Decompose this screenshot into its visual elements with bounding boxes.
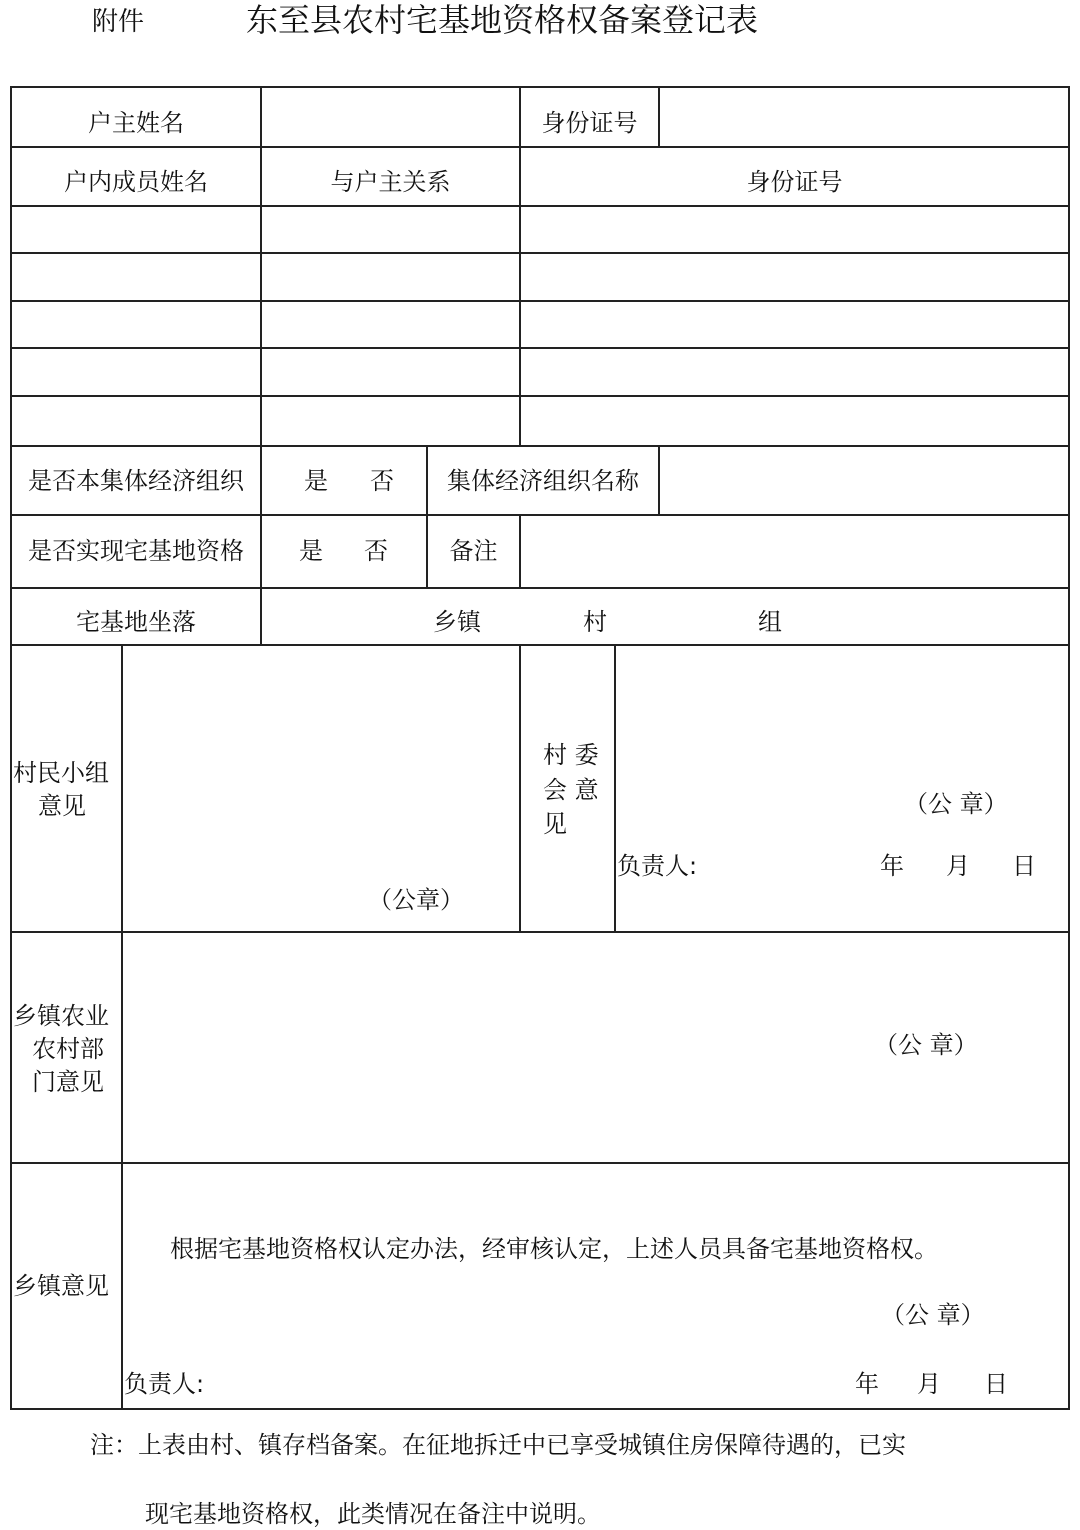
village-seal: （公 章） — [904, 790, 1008, 818]
group-opinion-label-2: 意见 — [38, 792, 86, 820]
remarks-label: 备注 — [449, 537, 498, 565]
village-committee-label-2: 会 意 — [543, 776, 599, 804]
collective-member-label: 是否本集体经济组织 — [28, 467, 244, 495]
collective-yes[interactable]: 是 — [304, 467, 328, 495]
page-title: 东至县农村宅基地资格权备案登记表 — [246, 1, 759, 39]
head-id-field[interactable] — [661, 89, 1067, 145]
members-relation-header: 与户主关系 — [330, 168, 451, 196]
agri-label-1: 乡镇农业 — [13, 1002, 109, 1030]
realized-label: 是否实现宅基地资格 — [28, 537, 244, 565]
realized-no[interactable]: 否 — [364, 537, 388, 565]
remarks-field[interactable] — [522, 517, 1067, 586]
group-unit: 组 — [758, 608, 782, 636]
group-opinion-label-1: 村民小组 — [13, 759, 109, 787]
head-name-field[interactable] — [263, 89, 518, 145]
location-label: 宅基地坐落 — [76, 608, 196, 636]
collective-name-label: 集体经济组织名称 — [447, 467, 639, 495]
agri-label-3: 门意见 — [32, 1068, 104, 1096]
township-year: 年 — [855, 1370, 879, 1398]
members-id-header: 身份证号 — [746, 168, 843, 196]
village-month: 月 — [946, 852, 970, 880]
village-day: 日 — [1012, 852, 1036, 880]
annex-label: 附件 — [92, 7, 145, 37]
township-month: 月 — [917, 1370, 941, 1398]
township-person-in-charge: 负责人: — [124, 1370, 205, 1398]
village-person-in-charge: 负责人: — [617, 852, 698, 880]
village-committee-label-1: 村 委 — [543, 741, 599, 769]
group-seal: （公章） — [368, 886, 464, 914]
village-year: 年 — [880, 852, 904, 880]
head-name-label: 户主姓名 — [88, 109, 184, 137]
township-opinion-text: 根据宅基地资格权认定办法，经审核认定，上述人员具备宅基地资格权。 — [170, 1235, 938, 1263]
members-name-header: 户内成员姓名 — [64, 168, 208, 196]
township-day: 日 — [984, 1370, 1008, 1398]
village-committee-label-3: 见 — [543, 810, 567, 838]
village-unit: 村 — [583, 608, 607, 636]
township-opinion-label: 乡镇意见 — [13, 1272, 109, 1300]
collective-no[interactable]: 否 — [370, 467, 394, 495]
note-line-2: 现宅基地资格权，此类情况在备注中说明。 — [145, 1500, 601, 1528]
township-seal: （公 章） — [881, 1301, 985, 1329]
collective-name-field[interactable] — [661, 448, 1067, 513]
member-rows[interactable] — [12, 207, 1067, 445]
agri-seal: （公 章） — [874, 1031, 978, 1059]
realized-yes[interactable]: 是 — [299, 537, 323, 565]
note-line-1: 注：上表由村、镇存档备案。在征地拆迁中已享受城镇住房保障待遇的，已实 — [90, 1431, 906, 1459]
agri-label-2: 农村部 — [32, 1035, 104, 1063]
head-id-label: 身份证号 — [541, 109, 638, 137]
township-unit: 乡镇 — [433, 608, 481, 636]
